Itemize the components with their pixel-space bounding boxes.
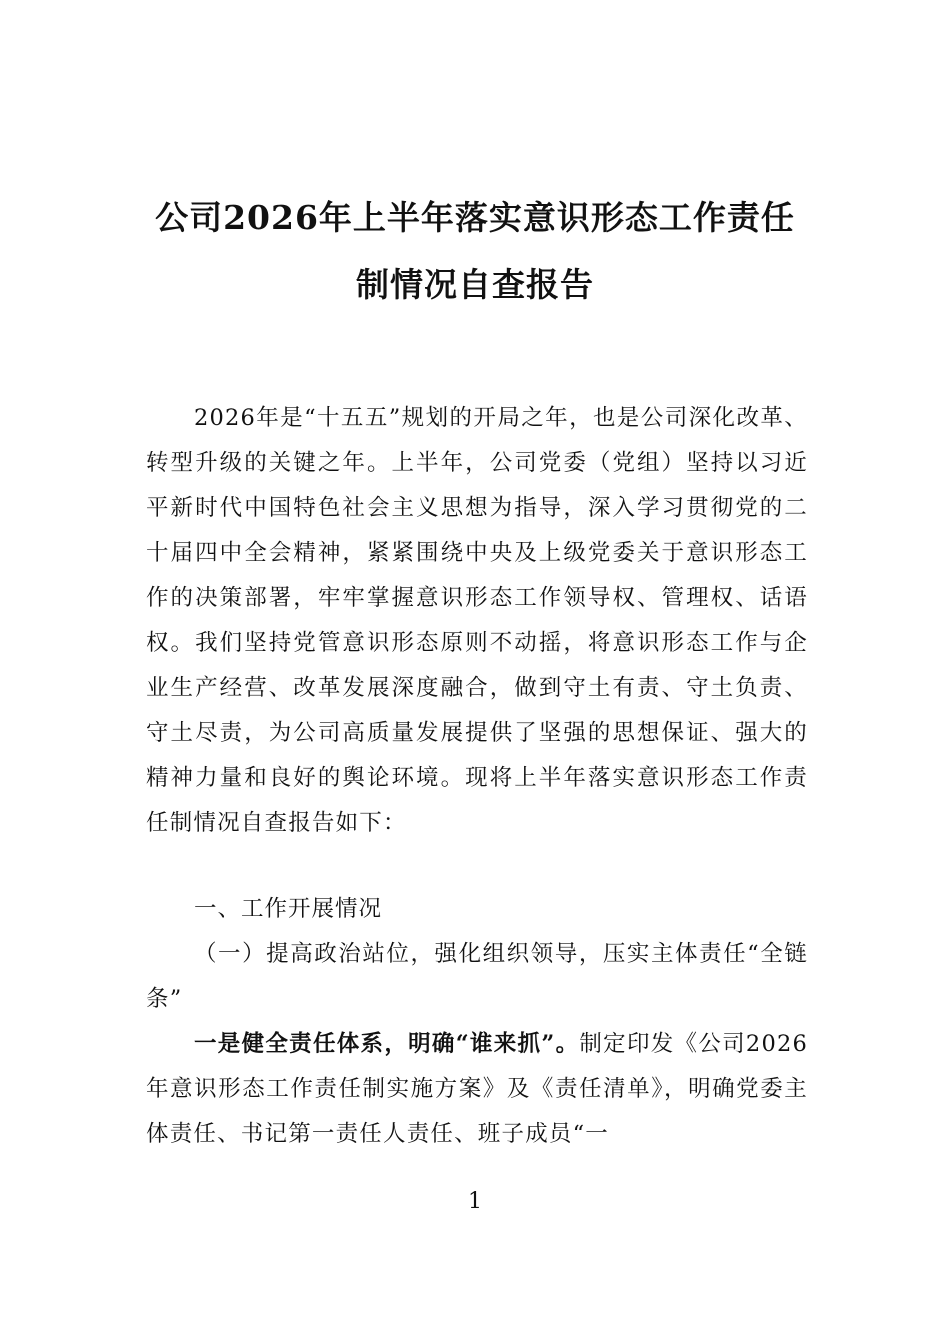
point-1-lead: 一是健全责任体系，明确“谁来抓”。 [194, 1031, 580, 1057]
subsection-heading: （一）提高政治站位，强化组织领导，压实主体责任“全链条” [146, 941, 808, 1012]
page-number: 1 [468, 1189, 482, 1214]
point-1-text: 制定印发《公司2026年意识形态工作责任制实施方案》及《责任清单》，明确党委主体责任、书记第一责任人责任、班子成员“一 [146, 1031, 808, 1147]
point-1-paragraph [146, 1022, 808, 1157]
document-title-line-1: 公司2026年上半年落实意识形态工作责任 [155, 198, 795, 237]
intro-paragraph: 2026年是“十五五”规划的开局之年，也是公司深化改革、转型升级的关键之年。上半年，公司党委（党组）坚持以习近平新时代中国特色社会主义思想为指导，深入学习贯彻党的二十届四中全会精神，紧紧围绕中央及上级党委关于意识形态工作的决策部署，牢牢掌握意识形态工作领导权、管理权、话语权。我们坚持党管意识形态原则不动摇，将意识形态工作与企业生产经营、改革发展深度融合，做到守土有责、守土负责、守土尽责，为公司高质量发展提供了坚强的思想保证、强大的精神力量和良好的舆论环境。现将上半年落实意识形态工作责任制情况自查报告如下： [146, 405, 808, 836]
section-heading: 一、工作开展情况 [194, 896, 383, 922]
document-title-line-2: 制情况自查报告 [356, 265, 594, 304]
